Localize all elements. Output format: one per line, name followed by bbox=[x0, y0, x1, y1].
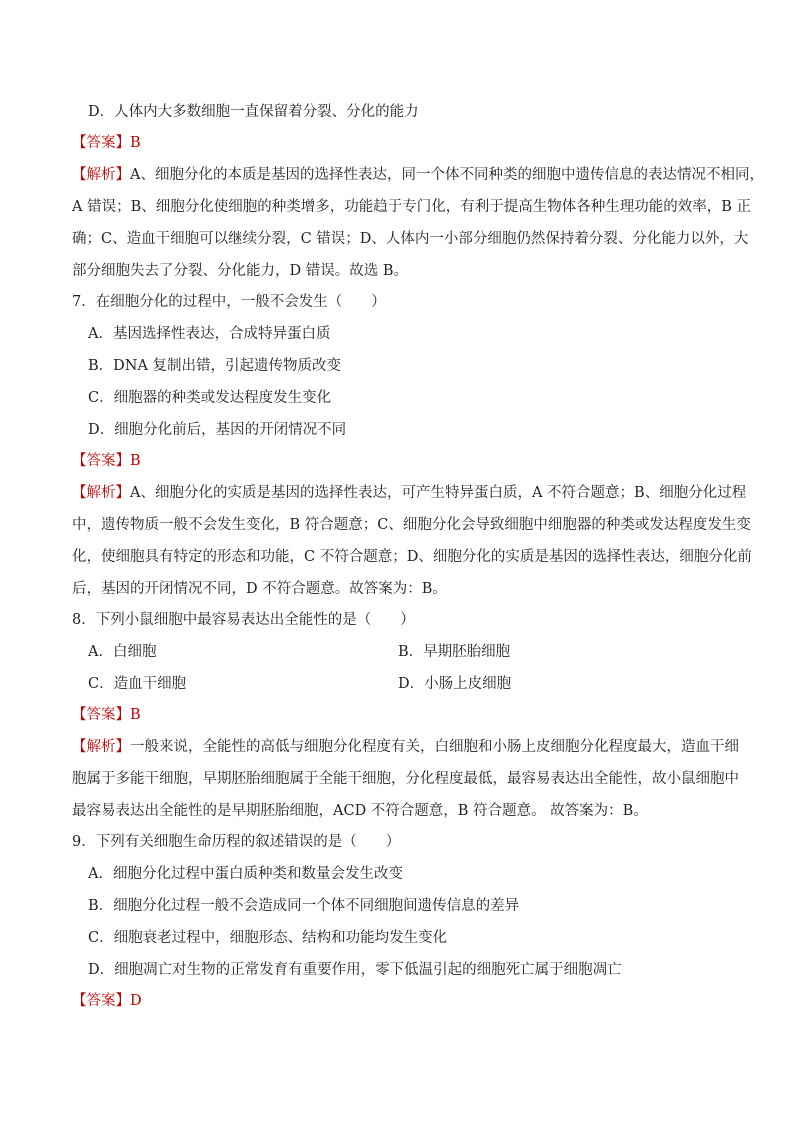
analysis-tag: 【解析】 bbox=[72, 739, 130, 755]
q6-analysis-line-2: A 错误；B、细胞分化使细胞的种类增多，功能趋于专门化，有利于提高生物体各种生理功能的效率，B 正 bbox=[72, 199, 751, 215]
q8-option-c: C．造血干细胞 bbox=[88, 676, 187, 692]
answer-tag: 【答案】 bbox=[72, 707, 130, 723]
q9-answer bbox=[72, 993, 722, 1009]
q7-analysis-line-1: 【解析】A、细胞分化的实质是基因的选择性表达，可产生特异蛋白质，A 不符合题意；B、细胞分化过程 bbox=[72, 485, 747, 501]
q8-analysis-line-3: 最容易表达出全能性的是早期胚胎细胞，ACD 不符合题意，B 符合题意。 故答案为：B。 bbox=[72, 803, 648, 819]
answer-value: B bbox=[130, 453, 141, 469]
q9-option-d: D．细胞凋亡对生物的正常发育有重要作用，零下低温引起的细胞死亡属于细胞凋亡 bbox=[88, 962, 622, 978]
q8-option-a: A．白细胞 bbox=[88, 644, 157, 660]
q7-option-d: D．细胞分化前后，基因的开闭情况不同 bbox=[88, 422, 347, 438]
analysis-tag: 【解析】 bbox=[72, 485, 130, 501]
q7-analysis-line-3: 化，使细胞具有特定的形态和功能，C 不符合题意；D、细胞分化的实质是基因的选择性表达，细胞分化前 bbox=[72, 549, 752, 565]
q8-stem: 8．下列小鼠细胞中最容易表达出全能性的是（ ） bbox=[72, 612, 415, 628]
q9-stem: 9．下列有关细胞生命历程的叙述错误的是（ ） bbox=[72, 834, 401, 850]
q8-option-d: D．小肠上皮细胞 bbox=[398, 676, 512, 692]
answer-tag: 【答案】 bbox=[72, 135, 130, 151]
answer-value: D bbox=[130, 993, 142, 1009]
q7-analysis-line-2: 中，遗传物质一般不会发生变化，B 符合题意；C、细胞分化会导致细胞中细胞器的种类或发达程度发生变 bbox=[72, 517, 751, 533]
q8-analysis-line-1: 【解析】一般来说，全能性的高低与细胞分化程度有关，白细胞和小肠上皮细胞分化程度最大，造血干细 bbox=[72, 739, 739, 755]
q9-option-a: A．细胞分化过程中蛋白质种类和数量会发生改变 bbox=[88, 866, 403, 882]
q9-option-c: C．细胞衰老过程中，细胞形态、结构和功能均发生变化 bbox=[88, 930, 448, 946]
q6-answer bbox=[72, 135, 722, 151]
q8-answer bbox=[72, 707, 722, 723]
analysis-tag: 【解析】 bbox=[72, 167, 130, 183]
q6-analysis-line-4: 部分细胞失去了分裂、分化能力，D 错误。故选 B。 bbox=[72, 263, 408, 279]
q8-analysis-line-2: 胞属于多能干细胞，早期胚胎细胞属于全能干细胞，分化程度最低，最容易表达出全能性，故小鼠细胞中 bbox=[72, 771, 739, 787]
q6-option-d: D．人体内大多数细胞一直保留着分裂、分化的能力 bbox=[88, 104, 419, 120]
q7-option-a: A．基因选择性表达，合成特异蛋白质 bbox=[88, 326, 331, 342]
q7-option-b: B．DNA 复制出错，引起遗传物质改变 bbox=[88, 358, 342, 374]
q7-analysis-line-4: 后，基因的开闭情况不同，D 不符合题意。故答案为：B。 bbox=[72, 581, 447, 597]
answer-value: B bbox=[130, 135, 141, 151]
q6-analysis-line-3: 确；C、造血干细胞可以继续分裂，C 错误；D、人体内一小部分细胞仍然保持着分裂、分化能力以外，大 bbox=[72, 231, 749, 247]
q7-stem: 7．在细胞分化的过程中，一般不会发生（ ） bbox=[72, 294, 386, 310]
q9-option-b: B．细胞分化过程一般不会造成同一个体不同细胞间遗传信息的差异 bbox=[88, 898, 520, 914]
answer-tag: 【答案】 bbox=[72, 993, 130, 1009]
q7-option-c: C．细胞器的种类或发达程度发生变化 bbox=[88, 390, 332, 406]
answer-tag: 【答案】 bbox=[72, 453, 130, 469]
q8-option-b: B．早期胚胎细胞 bbox=[398, 644, 511, 660]
q6-analysis-line-1: 【解析】A、细胞分化的本质是基因的选择性表达，同一个体不同种类的细胞中遗传信息的表达情况不相同， bbox=[72, 167, 764, 183]
q7-answer bbox=[72, 453, 722, 469]
answer-value: B bbox=[130, 707, 141, 723]
